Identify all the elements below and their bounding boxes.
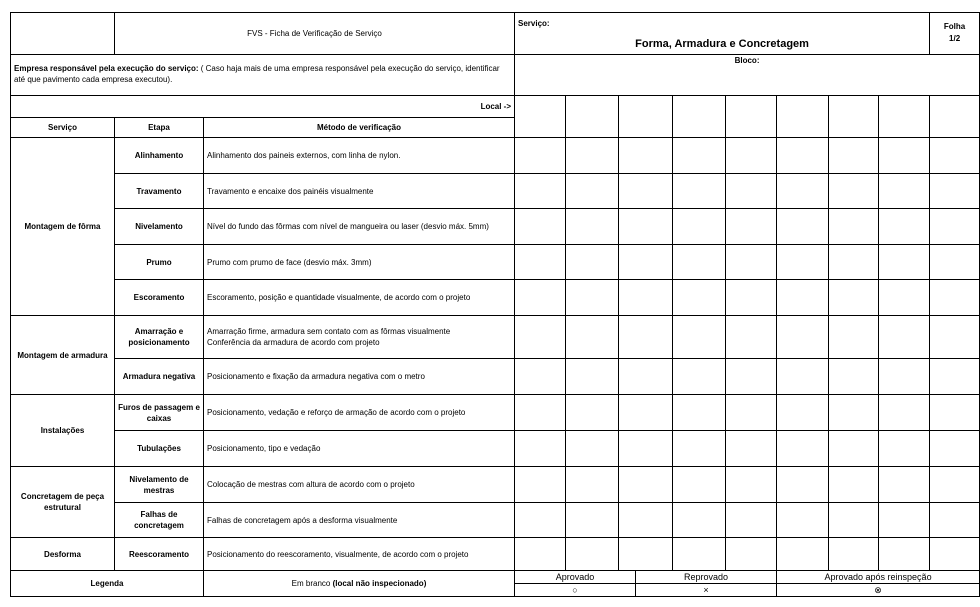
stage-cell: Escoramento <box>115 280 204 316</box>
cross-icon: × <box>636 584 777 597</box>
check-cell[interactable] <box>673 174 726 209</box>
stage-cell: Reescoramento <box>115 538 204 571</box>
group-name: Montagem de armadura <box>11 316 115 395</box>
check-cell[interactable] <box>726 209 777 245</box>
check-cell[interactable] <box>566 209 619 245</box>
check-cell[interactable] <box>726 138 777 174</box>
group-name: Instalações <box>11 395 115 467</box>
stage-cell: Travamento <box>115 174 204 209</box>
check-cell[interactable] <box>726 467 777 503</box>
legend-blank-prefix: Em branco <box>291 579 333 588</box>
check-cell[interactable] <box>726 280 777 316</box>
check-cell[interactable] <box>673 280 726 316</box>
check-cell[interactable] <box>566 538 619 571</box>
method-line: Amarração firme, armadura sem contato com as fôrmas visualmente <box>207 327 451 336</box>
check-cell[interactable] <box>879 138 930 174</box>
check-cell[interactable] <box>930 138 980 174</box>
sheet-number-cell <box>930 13 980 55</box>
check-cell[interactable] <box>777 395 829 431</box>
method-cell: Colocação de mestras com altura de acordo com o projeto <box>204 467 515 503</box>
check-cell[interactable] <box>726 503 777 538</box>
check-cell[interactable] <box>777 209 829 245</box>
check-cell[interactable] <box>777 138 829 174</box>
group-name: Concretagem de peça estrutural <box>11 467 115 538</box>
check-cell[interactable] <box>566 467 619 503</box>
legend-title: Legenda <box>11 571 204 597</box>
check-cell[interactable] <box>673 316 726 359</box>
check-cell[interactable] <box>829 138 879 174</box>
local-cell[interactable] <box>515 96 566 138</box>
check-cell[interactable] <box>829 280 879 316</box>
check-cell[interactable] <box>619 280 673 316</box>
check-cell[interactable] <box>726 174 777 209</box>
check-cell[interactable] <box>777 431 829 467</box>
local-cell[interactable] <box>829 96 879 138</box>
check-cell[interactable] <box>879 316 930 359</box>
check-cell[interactable] <box>879 359 930 395</box>
check-cell[interactable] <box>777 280 829 316</box>
check-cell[interactable] <box>829 431 879 467</box>
check-cell[interactable] <box>566 503 619 538</box>
table-row <box>11 209 980 245</box>
table-row <box>11 503 980 538</box>
local-cell[interactable] <box>673 96 726 138</box>
stage-cell: Prumo <box>115 245 204 280</box>
block-cell[interactable] <box>515 55 980 96</box>
group-name: Montagem de fôrma <box>11 138 115 316</box>
group-name: Desforma <box>11 538 115 571</box>
check-cell[interactable] <box>515 174 566 209</box>
check-cell[interactable] <box>777 503 829 538</box>
check-cell[interactable] <box>726 431 777 467</box>
check-cell[interactable] <box>829 316 879 359</box>
check-cell[interactable] <box>930 503 980 538</box>
check-cell[interactable] <box>515 245 566 280</box>
check-cell[interactable] <box>726 538 777 571</box>
check-cell[interactable] <box>566 316 619 359</box>
company-note: ( Caso haja mais de uma empresa responsável pela execução do serviço, identificar até que pavimento cada empresa executou). <box>14 64 500 84</box>
check-cell[interactable] <box>619 209 673 245</box>
check-cell[interactable] <box>930 280 980 316</box>
service-cell <box>515 13 930 55</box>
check-cell[interactable] <box>566 245 619 280</box>
table-row <box>11 395 980 431</box>
check-cell[interactable] <box>619 359 673 395</box>
check-cell[interactable] <box>777 538 829 571</box>
check-cell[interactable] <box>777 245 829 280</box>
check-cell[interactable] <box>829 503 879 538</box>
check-cell[interactable] <box>879 431 930 467</box>
check-cell[interactable] <box>515 209 566 245</box>
check-cell[interactable] <box>879 538 930 571</box>
column-header-stage: Etapa <box>115 118 204 138</box>
method-cell <box>204 316 515 359</box>
check-cell[interactable] <box>930 538 980 571</box>
method-cell: Falhas de concretagem após a desforma visualmente <box>204 503 515 538</box>
sheet-label: Folha <box>943 22 966 31</box>
table-row <box>11 280 980 316</box>
check-cell[interactable] <box>619 538 673 571</box>
table-row <box>11 538 980 571</box>
check-cell[interactable] <box>726 316 777 359</box>
method-cell: Escoramento, posição e quantidade visualmente, de acordo com o projeto <box>204 280 515 316</box>
legend-blank <box>204 571 515 597</box>
check-cell[interactable] <box>777 467 829 503</box>
check-cell[interactable] <box>930 174 980 209</box>
check-cell[interactable] <box>566 280 619 316</box>
check-cell[interactable] <box>829 538 879 571</box>
check-cell[interactable] <box>829 245 879 280</box>
method-line: Conferência da armadura de acordo com projeto <box>207 338 380 347</box>
check-cell[interactable] <box>619 467 673 503</box>
circle-icon: ○ <box>572 585 578 595</box>
check-cell[interactable] <box>619 316 673 359</box>
check-cell[interactable] <box>673 538 726 571</box>
stage-cell: Nivelamento <box>115 209 204 245</box>
check-cell[interactable] <box>515 431 566 467</box>
method-cell: Posicionamento, tipo e vedação <box>204 431 515 467</box>
table-row <box>11 467 980 503</box>
block-label: Bloco: <box>734 56 760 65</box>
check-cell[interactable] <box>673 503 726 538</box>
local-cell[interactable] <box>777 96 829 138</box>
table-row <box>11 245 980 280</box>
method-cell: Posicionamento do reescoramento, visualmente, de acordo com o projeto <box>204 538 515 571</box>
check-cell[interactable] <box>930 359 980 395</box>
check-cell[interactable] <box>673 431 726 467</box>
inspection-table <box>10 12 980 597</box>
circled-cross-icon: ⊗ <box>777 584 980 597</box>
legend-symbol-table <box>515 571 979 596</box>
check-cell[interactable] <box>619 245 673 280</box>
check-cell[interactable] <box>673 245 726 280</box>
legend-row <box>11 571 980 597</box>
check-cell[interactable] <box>619 174 673 209</box>
check-cell[interactable] <box>879 395 930 431</box>
check-cell[interactable] <box>930 316 980 359</box>
service-label: Serviço: <box>518 19 550 28</box>
method-cell: Alinhamento dos paineis externos, com linha de nylon. <box>204 138 515 174</box>
table-row <box>11 431 980 467</box>
company-label: Empresa responsável pela execução do serviço: <box>14 64 199 73</box>
check-cell[interactable] <box>515 280 566 316</box>
check-cell[interactable] <box>879 467 930 503</box>
local-cell[interactable] <box>619 96 673 138</box>
check-cell[interactable] <box>930 209 980 245</box>
check-cell[interactable] <box>930 467 980 503</box>
stage-cell: Falhas de concretagem <box>115 503 204 538</box>
check-cell[interactable] <box>619 138 673 174</box>
stage-cell: Armadura negativa <box>115 359 204 395</box>
stage-cell: Furos de passagem e caixas <box>115 395 204 431</box>
check-cell[interactable] <box>829 359 879 395</box>
check-cell[interactable] <box>829 174 879 209</box>
check-cell[interactable] <box>930 431 980 467</box>
legend-reinspected-label: Aprovado após reinspeção <box>777 571 980 584</box>
sheet-value: 1/2 <box>949 34 961 43</box>
check-cell[interactable] <box>619 503 673 538</box>
check-cell[interactable] <box>515 316 566 359</box>
table-row <box>11 138 980 174</box>
check-cell[interactable] <box>515 138 566 174</box>
local-cell[interactable] <box>879 96 930 138</box>
column-header-method: Método de verificação <box>204 118 515 138</box>
local-cell[interactable] <box>566 96 619 138</box>
check-cell[interactable] <box>726 395 777 431</box>
check-cell[interactable] <box>879 503 930 538</box>
check-cell[interactable] <box>515 538 566 571</box>
check-cell[interactable] <box>879 174 930 209</box>
table-row <box>11 174 980 209</box>
check-cell[interactable] <box>566 395 619 431</box>
blank-corner <box>11 13 115 55</box>
legend-symbols <box>515 571 980 597</box>
stage-cell: Nivelamento de mestras <box>115 467 204 503</box>
check-cell[interactable] <box>515 395 566 431</box>
local-cell[interactable] <box>930 96 980 138</box>
method-cell: Posicionamento e fixação da armadura negativa com o metro <box>204 359 515 395</box>
table-row <box>11 316 980 359</box>
stage-cell: Alinhamento <box>115 138 204 174</box>
check-cell[interactable] <box>619 395 673 431</box>
local-header: Local -> <box>11 96 515 118</box>
stage-cell: Tubulações <box>115 431 204 467</box>
stage-cell: Amarração e posicionamento <box>115 316 204 359</box>
inspection-sheet <box>10 12 966 598</box>
check-cell[interactable] <box>930 395 980 431</box>
check-cell[interactable] <box>673 209 726 245</box>
local-cell[interactable] <box>726 96 777 138</box>
check-cell[interactable] <box>566 174 619 209</box>
check-cell[interactable] <box>515 467 566 503</box>
page-title: FVS - Ficha de Verificação de Serviço <box>115 13 515 55</box>
check-cell[interactable] <box>566 359 619 395</box>
check-cell[interactable] <box>879 245 930 280</box>
column-header-service: Serviço <box>11 118 115 138</box>
check-cell[interactable] <box>673 138 726 174</box>
check-cell[interactable] <box>515 503 566 538</box>
method-cell: Prumo com prumo de face (desvio máx. 3mm) <box>204 245 515 280</box>
legend-blank-note: (local não inspecionado) <box>332 579 427 588</box>
check-cell[interactable] <box>726 245 777 280</box>
check-cell[interactable] <box>829 467 879 503</box>
company-cell[interactable] <box>11 55 515 96</box>
check-cell[interactable] <box>879 209 930 245</box>
check-cell[interactable] <box>726 359 777 395</box>
check-cell[interactable] <box>673 395 726 431</box>
legend-approved-label: Aprovado <box>515 571 636 584</box>
check-cell[interactable] <box>829 209 879 245</box>
legend-rejected-label: Reprovado <box>636 571 777 584</box>
service-value: Forma, Armadura e Concretagem <box>635 38 809 50</box>
check-cell[interactable] <box>930 245 980 280</box>
check-cell[interactable] <box>777 316 829 359</box>
check-cell[interactable] <box>829 395 879 431</box>
method-cell: Nível do fundo das fôrmas com nível de mangueira ou laser (desvio máx. 5mm) <box>204 209 515 245</box>
check-cell[interactable] <box>566 431 619 467</box>
check-cell[interactable] <box>879 280 930 316</box>
check-cell[interactable] <box>777 359 829 395</box>
check-cell[interactable] <box>566 138 619 174</box>
check-cell[interactable] <box>673 359 726 395</box>
method-cell: Posicionamento, vedação e reforço de armação de acordo com o projeto <box>204 395 515 431</box>
check-cell[interactable] <box>777 174 829 209</box>
method-cell: Travamento e encaixe dos painéis visualmente <box>204 174 515 209</box>
table-row <box>11 359 980 395</box>
check-cell[interactable] <box>673 467 726 503</box>
check-cell[interactable] <box>515 359 566 395</box>
check-cell[interactable] <box>619 431 673 467</box>
